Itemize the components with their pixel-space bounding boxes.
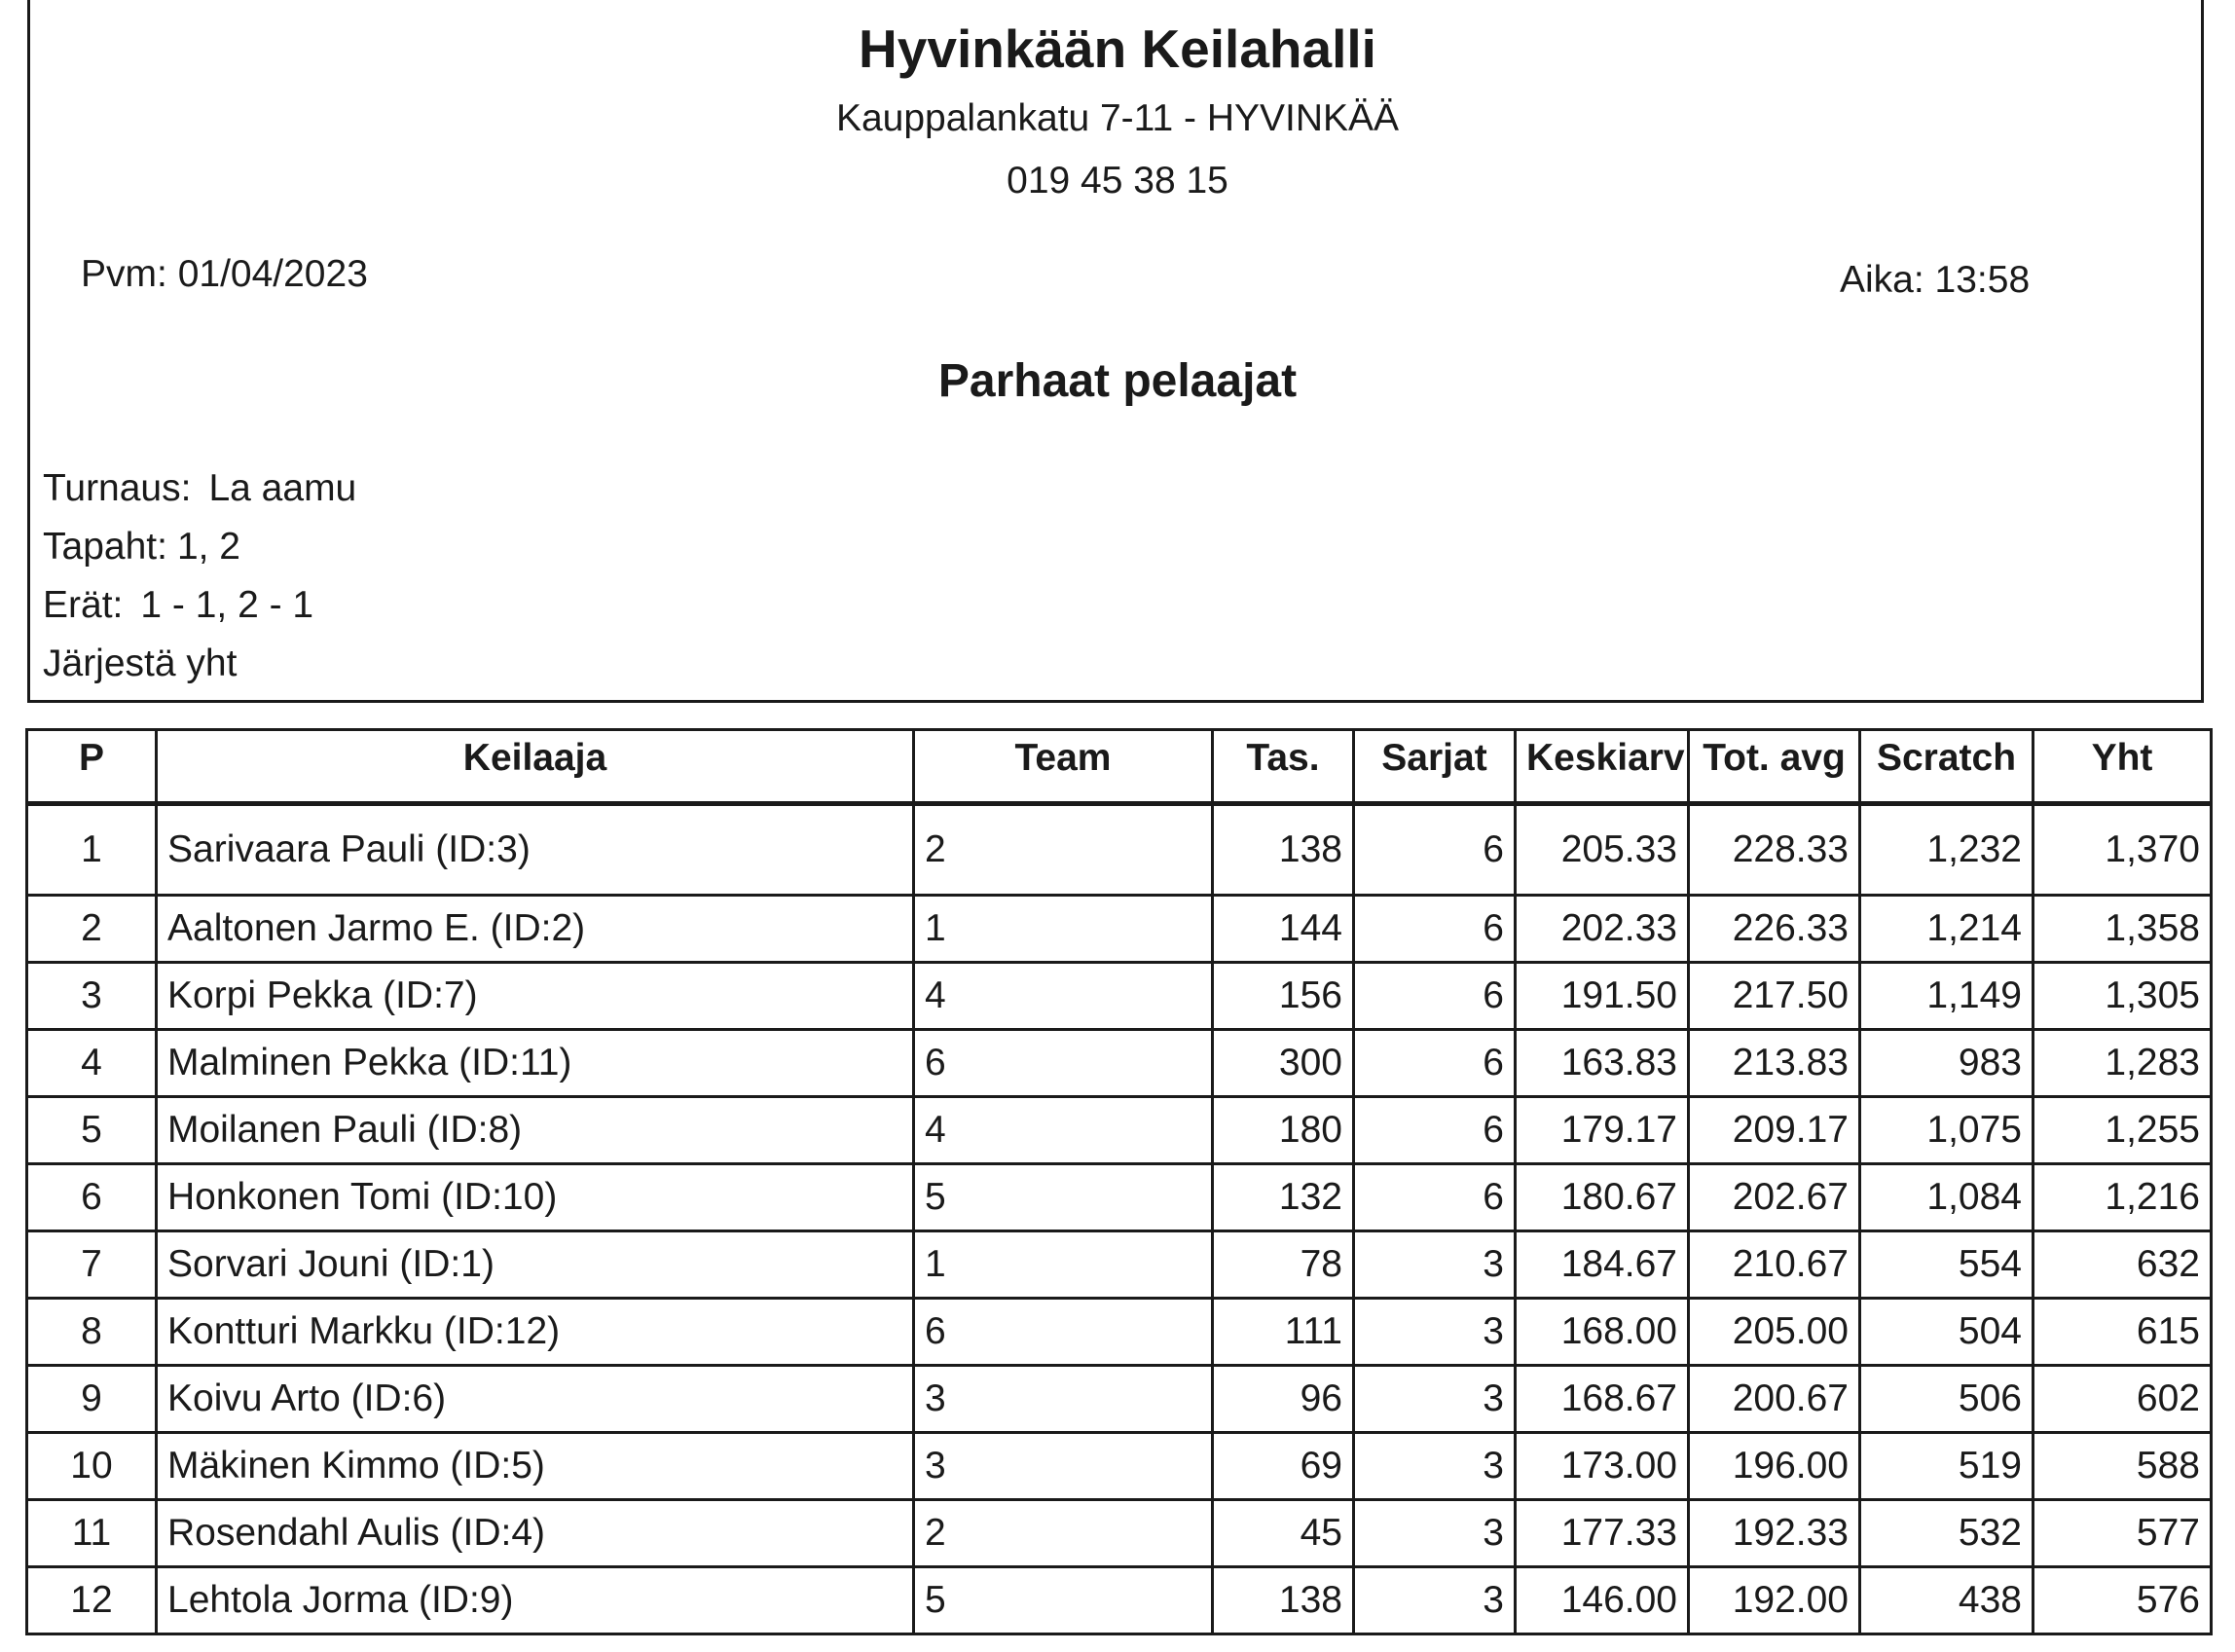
table-row [27, 1097, 2212, 1164]
col-header-total-average: Tot. avg [1689, 730, 1860, 804]
cell-scratch: 506 [1860, 1366, 2033, 1433]
cell-scratch: 1,149 [1860, 963, 2033, 1030]
report-title: Parhaat pelaajat [937, 355, 1298, 407]
cell-average: 202.33 [1516, 896, 1689, 963]
cell-position: 2 [27, 896, 157, 963]
table-row [27, 1433, 2212, 1500]
cell-bowler-name: Sarivaara Pauli (ID:3) [157, 804, 914, 896]
cell-average: 177.33 [1516, 1500, 1689, 1567]
cell-total-average: 213.83 [1689, 1030, 1860, 1097]
cell-team: 3 [914, 1433, 1213, 1500]
table-row [27, 963, 2212, 1030]
cell-position: 10 [27, 1433, 157, 1500]
table-row [27, 1030, 2212, 1097]
cell-series: 3 [1354, 1231, 1516, 1299]
report-time [1840, 259, 2030, 302]
cell-position: 6 [27, 1164, 157, 1231]
table-row [27, 1366, 2212, 1433]
cell-handicap: 300 [1213, 1030, 1354, 1097]
cell-handicap: 69 [1213, 1433, 1354, 1500]
cell-bowler-name: Kontturi Markku (ID:12) [157, 1299, 914, 1366]
hall-phone: 019 45 38 15 [1007, 160, 1228, 202]
table-header-row [27, 730, 2212, 804]
cell-average: 179.17 [1516, 1097, 1689, 1164]
cell-series: 6 [1354, 1097, 1516, 1164]
hall-name: Hyvinkään Keilahalli [859, 18, 1376, 79]
cell-handicap: 132 [1213, 1164, 1354, 1231]
cell-position: 3 [27, 963, 157, 1030]
cell-total: 1,370 [2033, 804, 2212, 896]
cell-handicap: 96 [1213, 1366, 1354, 1433]
cell-team: 4 [914, 963, 1213, 1030]
cell-series: 3 [1354, 1500, 1516, 1567]
results-table [25, 728, 2213, 1635]
cell-average: 191.50 [1516, 963, 1689, 1030]
table-row [27, 1231, 2212, 1299]
table-row [27, 1567, 2212, 1634]
cell-series: 3 [1354, 1366, 1516, 1433]
cell-scratch: 983 [1860, 1030, 2033, 1097]
results-body [27, 804, 2212, 1634]
cell-bowler-name: Sorvari Jouni (ID:1) [157, 1231, 914, 1299]
tournament-value: La aamu [208, 467, 357, 509]
cell-team: 5 [914, 1567, 1213, 1634]
cell-scratch: 519 [1860, 1433, 2033, 1500]
time-value: 13:58 [1934, 259, 2031, 301]
cell-total: 1,216 [2033, 1164, 2212, 1231]
tournament-label: Turnaus: [43, 467, 192, 509]
col-header-series: Sarjat [1354, 730, 1516, 804]
cell-average: 168.00 [1516, 1299, 1689, 1366]
table-row [27, 804, 2212, 896]
cell-position: 9 [27, 1366, 157, 1433]
cell-scratch: 1,084 [1860, 1164, 2033, 1231]
sort-line: Järjestä yht [43, 642, 238, 684]
cell-bowler-name: Moilanen Pauli (ID:8) [157, 1097, 914, 1164]
cell-position: 4 [27, 1030, 157, 1097]
hall-address: Kauppalankatu 7-11 - HYVINKÄÄ [835, 97, 1400, 139]
cell-scratch: 438 [1860, 1567, 2033, 1634]
cell-position: 1 [27, 804, 157, 896]
tournament-line [43, 467, 356, 510]
games-label: Erät: [43, 584, 124, 626]
games-value: 1 - 1, 2 - 1 [140, 584, 314, 626]
col-header-bowler: Keilaaja [157, 730, 914, 804]
cell-bowler-name: Malminen Pekka (ID:11) [157, 1030, 914, 1097]
cell-team: 1 [914, 1231, 1213, 1299]
cell-total-average: 202.67 [1689, 1164, 1860, 1231]
cell-handicap: 144 [1213, 896, 1354, 963]
cell-average: 184.67 [1516, 1231, 1689, 1299]
games-line [43, 584, 313, 627]
report-date [81, 253, 368, 296]
cell-total-average: 192.00 [1689, 1567, 1860, 1634]
table-row [27, 1164, 2212, 1231]
cell-series: 6 [1354, 1164, 1516, 1231]
cell-total-average: 200.67 [1689, 1366, 1860, 1433]
cell-total-average: 210.67 [1689, 1231, 1860, 1299]
cell-total-average: 192.33 [1689, 1500, 1860, 1567]
cell-total: 577 [2033, 1500, 2212, 1567]
cell-total: 1,358 [2033, 896, 2212, 963]
col-header-handicap: Tas. [1213, 730, 1354, 804]
cell-team: 6 [914, 1299, 1213, 1366]
cell-handicap: 78 [1213, 1231, 1354, 1299]
date-value: 01/04/2023 [177, 253, 368, 295]
cell-scratch: 532 [1860, 1500, 2033, 1567]
cell-bowler-name: Aaltonen Jarmo E. (ID:2) [157, 896, 914, 963]
events-line [43, 526, 240, 569]
cell-average: 163.83 [1516, 1030, 1689, 1097]
cell-team: 1 [914, 896, 1213, 963]
cell-bowler-name: Koivu Arto (ID:6) [157, 1366, 914, 1433]
cell-total: 1,283 [2033, 1030, 2212, 1097]
cell-bowler-name: Lehtola Jorma (ID:9) [157, 1567, 914, 1634]
cell-team: 2 [914, 1500, 1213, 1567]
cell-total: 615 [2033, 1299, 2212, 1366]
cell-series: 3 [1354, 1299, 1516, 1366]
table-row [27, 1299, 2212, 1366]
cell-total-average: 196.00 [1689, 1433, 1860, 1500]
table-row [27, 1500, 2212, 1567]
cell-scratch: 1,214 [1860, 896, 2033, 963]
col-header-total: Yht [2033, 730, 2212, 804]
cell-handicap: 138 [1213, 1567, 1354, 1634]
cell-bowler-name: Honkonen Tomi (ID:10) [157, 1164, 914, 1231]
cell-team: 3 [914, 1366, 1213, 1433]
cell-position: 8 [27, 1299, 157, 1366]
cell-team: 6 [914, 1030, 1213, 1097]
col-header-position: P [27, 730, 157, 804]
cell-bowler-name: Korpi Pekka (ID:7) [157, 963, 914, 1030]
cell-team: 5 [914, 1164, 1213, 1231]
table-row [27, 896, 2212, 963]
col-header-average: Keskiarv [1516, 730, 1689, 804]
events-label: Tapaht: [43, 526, 167, 568]
col-header-team: Team [914, 730, 1213, 804]
cell-total-average: 205.00 [1689, 1299, 1860, 1366]
cell-handicap: 45 [1213, 1500, 1354, 1567]
cell-bowler-name: Mäkinen Kimmo (ID:5) [157, 1433, 914, 1500]
cell-handicap: 156 [1213, 963, 1354, 1030]
cell-average: 168.67 [1516, 1366, 1689, 1433]
cell-handicap: 111 [1213, 1299, 1354, 1366]
cell-total: 632 [2033, 1231, 2212, 1299]
cell-total-average: 228.33 [1689, 804, 1860, 896]
cell-average: 146.00 [1516, 1567, 1689, 1634]
cell-total: 1,255 [2033, 1097, 2212, 1164]
cell-scratch: 1,075 [1860, 1097, 2033, 1164]
cell-team: 2 [914, 804, 1213, 896]
cell-team: 4 [914, 1097, 1213, 1164]
cell-series: 3 [1354, 1567, 1516, 1634]
cell-total: 602 [2033, 1366, 2212, 1433]
cell-series: 6 [1354, 1030, 1516, 1097]
col-header-scratch: Scratch [1860, 730, 2033, 804]
cell-total: 588 [2033, 1433, 2212, 1500]
cell-total: 576 [2033, 1567, 2212, 1634]
time-label: Aika: [1840, 259, 1924, 301]
cell-position: 11 [27, 1500, 157, 1567]
cell-series: 6 [1354, 896, 1516, 963]
cell-handicap: 138 [1213, 804, 1354, 896]
cell-average: 180.67 [1516, 1164, 1689, 1231]
cell-total-average: 217.50 [1689, 963, 1860, 1030]
events-value: 1, 2 [176, 526, 240, 568]
cell-series: 6 [1354, 963, 1516, 1030]
date-label: Pvm: [81, 253, 167, 295]
cell-average: 173.00 [1516, 1433, 1689, 1500]
cell-total-average: 209.17 [1689, 1097, 1860, 1164]
cell-handicap: 180 [1213, 1097, 1354, 1164]
cell-total-average: 226.33 [1689, 896, 1860, 963]
cell-position: 12 [27, 1567, 157, 1634]
cell-position: 7 [27, 1231, 157, 1299]
cell-scratch: 1,232 [1860, 804, 2033, 896]
cell-scratch: 504 [1860, 1299, 2033, 1366]
cell-average: 205.33 [1516, 804, 1689, 896]
cell-series: 6 [1354, 804, 1516, 896]
cell-position: 5 [27, 1097, 157, 1164]
cell-scratch: 554 [1860, 1231, 2033, 1299]
cell-total: 1,305 [2033, 963, 2212, 1030]
cell-series: 3 [1354, 1433, 1516, 1500]
cell-bowler-name: Rosendahl Aulis (ID:4) [157, 1500, 914, 1567]
